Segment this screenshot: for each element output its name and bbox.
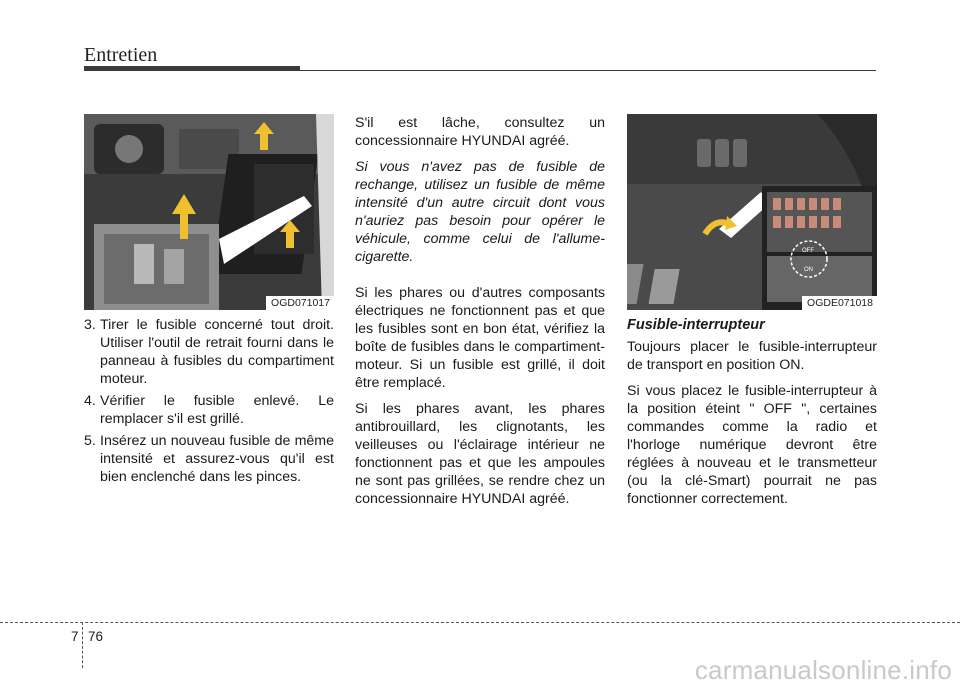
photo-code: OGD071017 (266, 296, 334, 310)
header-rule (300, 70, 876, 71)
header-bar (84, 66, 300, 71)
list-item (84, 392, 334, 428)
step-text: Tirer le fusible concerné tout droit. Utiliser l'outil de retrait fourni dans le panneau à fusibles du compartiment moteur. (100, 317, 334, 387)
step-number: 4. (84, 393, 96, 409)
list-item (84, 432, 334, 486)
footer-dashed-rule (0, 622, 960, 623)
chapter-number: 7 (71, 629, 79, 644)
paragraph: S'il est lâche, consultez un concessionnaire HYUNDAI agréé. (355, 115, 605, 149)
list-item (84, 316, 334, 388)
paragraph: Si les phares avant, les phares antibrouillard, les clignotants, les veilleuses ou l'éclairage intérieur ne fonctionnent pas et que les ampoules ne sont pas grillées, se rendre chez un concessionnaire HYUNDAI agréé. (355, 401, 605, 507)
engine-fuse-box-photo (84, 114, 334, 310)
italic-note: Si vous n'avez pas de fusible de rechange, utilisez un fusible de même intensité d'un autre circuit dont vous n'auriez pas besoin pour opérer le véhicule, comme celui de l'allume-cigarette. (355, 159, 605, 265)
watermark: carmanualsonline.info (694, 655, 952, 685)
header-title: Entretien (84, 44, 158, 66)
paragraph: Si vous placez le fusible-interrupteur à la position éteint " OFF ", certaines commandes comme la radio et l'horloge numérique devront être réglées à nouveau et le transmetteur (ou la clé-Smart) pourrait ne pas fonctionner correctement. (627, 383, 877, 507)
steps-list (84, 316, 334, 486)
switch-off-label: OFF (802, 248, 814, 254)
column-right (627, 114, 877, 516)
paragraph: Si les phares ou d'autres composants électriques ne fonctionnent pas et que les fusibles sont en bon état, vérifiez la boîte de fusibles dans le compartiment-moteur. Si un fusible est grillé, il doit être remplacé. (355, 285, 605, 391)
section-heading: Fusible-interrupteur (627, 317, 765, 333)
photo-code: OGDE071018 (802, 296, 877, 310)
column-middle (355, 114, 605, 516)
step-text: Vérifier le fusible enlevé. Le remplacer s'il est grillé. (100, 393, 334, 427)
footer-divider (82, 622, 83, 668)
paragraph: Toujours placer le fusible-interrupteur de transport en position ON. (627, 339, 877, 373)
step-text: Insérez un nouveau fusible de même intensité et assurez-vous qu'il est bien enclenché dans les pinces. (100, 433, 334, 485)
switch-on-label: ON (804, 267, 813, 273)
dashboard-fuse-panel-illustration (627, 114, 877, 310)
fuse-switch-photo (627, 114, 877, 310)
step-number: 3. (84, 317, 96, 333)
engine-compartment-illustration (84, 114, 334, 310)
column-left (84, 114, 334, 490)
page-number: 76 (88, 629, 104, 644)
step-number: 5. (84, 433, 96, 449)
